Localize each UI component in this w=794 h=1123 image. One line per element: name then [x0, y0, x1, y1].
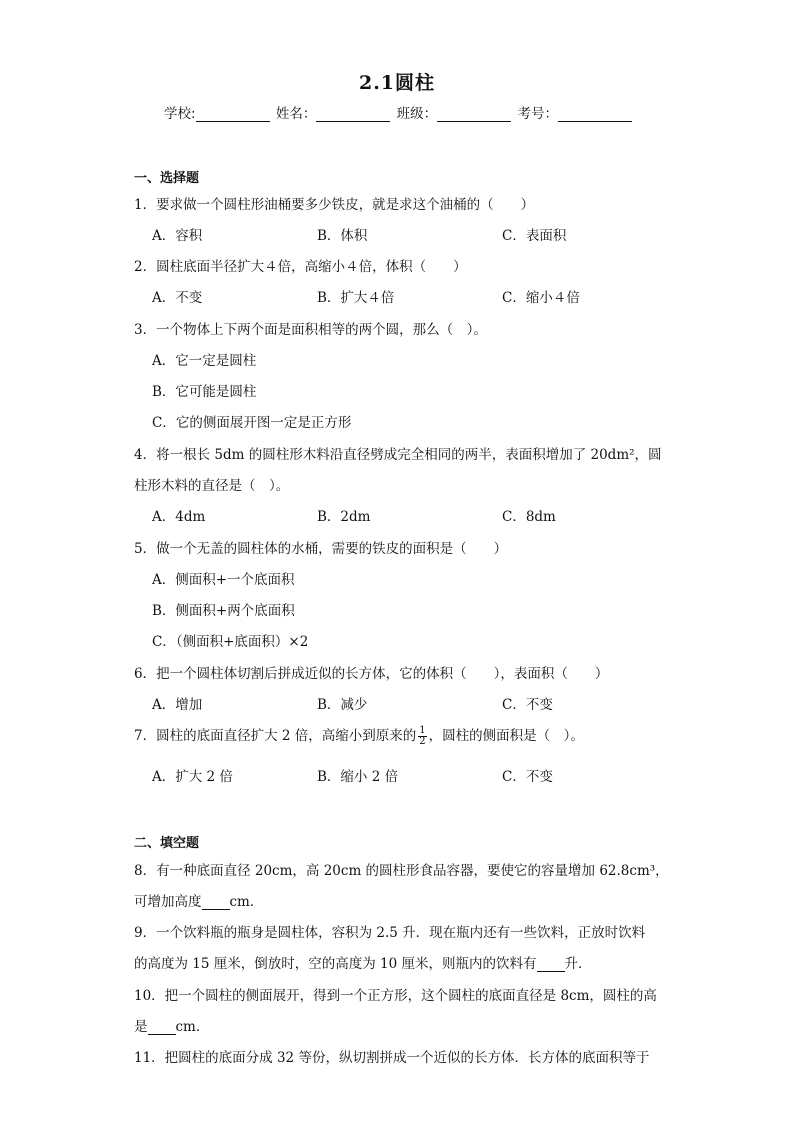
question-10-line-1: 10．把一个圆柱的侧面展开，得到一个正方形，这个圆柱的底面直径是 8cm，圆柱的高 — [134, 988, 657, 1004]
q8-answer-blank[interactable] — [202, 897, 230, 910]
question-11-line-1: 11．把圆柱的底面分成 32 等份，纵切割拼成一个近似的长方体．长方体的底面积等于 — [134, 1050, 650, 1066]
q9-text-a: 的高度为 15 厘米，倒放时，空的高度为 10 厘米，则瓶内的饮料有 — [134, 956, 537, 972]
school-label: 学校: — [164, 106, 196, 122]
class-label: 班级： — [396, 106, 438, 122]
question-3: 3．一个物体上下两个面是面积相等的两个圆，那么（ ）。 — [134, 322, 487, 338]
one-half-fraction — [418, 726, 426, 747]
q1-option-c: C．表面积 — [502, 228, 567, 244]
question-2: 2．圆柱底面半径扩大４倍，高缩小４倍，体积（ ） — [134, 259, 467, 275]
q3-option-b: B．它可能是圆柱 — [152, 384, 257, 400]
q6-option-a: A．增加 — [152, 697, 203, 713]
q1-option-b: B．体积 — [317, 228, 368, 244]
q8-text-b: cm． — [229, 894, 264, 910]
q2-option-a: A．不变 — [152, 290, 203, 306]
q9-answer-blank[interactable] — [537, 959, 565, 972]
q7-text-a: 7．圆柱的底面直径扩大 2 倍，高缩小到原来的 — [134, 728, 417, 744]
fraction-numerator: 1 — [419, 725, 426, 736]
q8-text-a: 可增加高度 — [134, 894, 202, 910]
question-9-line-1: 9．一个饮料瓶的瓶身是圆柱体，容积为 2.5 升．现在瓶内还有一些饮料，正放时饮料 — [134, 925, 646, 941]
q9-text-b: 升． — [564, 956, 592, 972]
q7-option-b: B．缩小 2 倍 — [317, 769, 399, 785]
school-blank[interactable] — [196, 107, 270, 122]
q3-option-c: C．它的侧面展开图一定是正方形 — [152, 415, 352, 431]
q1-option-a: A．容积 — [152, 228, 203, 244]
question-5: 5．做一个无盖的圆柱体的水桶，需要的铁皮的面积是（ ） — [134, 541, 508, 557]
q2-option-c: C．缩小４倍 — [502, 290, 580, 306]
section-heading-choice: 一、选择题 — [134, 171, 200, 186]
number-blank[interactable] — [558, 107, 632, 122]
q6-option-c: C．不变 — [502, 697, 553, 713]
q4-option-c: C．8dm — [502, 509, 556, 525]
class-blank[interactable] — [437, 107, 511, 122]
q5-option-a: A．侧面积+一个底面积 — [152, 572, 295, 588]
question-10-line-2 — [134, 1015, 664, 1035]
question-6: 6．把一个圆柱体切割后拼成近似的长方体，它的体积（ ），表面积（ ） — [134, 666, 609, 682]
q2-option-b: B．扩大４倍 — [317, 290, 395, 306]
q4-option-a: A．4dm — [152, 509, 206, 525]
fraction-denominator: 2 — [419, 736, 426, 747]
question-8-line-1: 8．有一种底面直径 20cm，高 20cm 的圆柱形食品容器，要使它的容量增加 62.8cm³， — [134, 863, 669, 879]
q7-option-a: A．扩大 2 倍 — [152, 769, 233, 785]
q10-text-b: cm． — [175, 1019, 210, 1035]
q5-option-c: C．（侧面积+底面积）×2 — [152, 634, 309, 650]
name-label: 姓名： — [275, 106, 317, 122]
question-7 — [134, 724, 664, 747]
q5-option-b: B．侧面积+两个底面积 — [152, 603, 295, 619]
q6-option-b: B．减少 — [317, 697, 368, 713]
q7-option-c: C．不变 — [502, 769, 553, 785]
q7-text-b: ，圆柱的侧面积是（ ）。 — [428, 728, 584, 744]
number-label: 考号： — [517, 106, 558, 122]
question-4-line-1: 4．将一根长 5dm 的圆柱形木料沿直径劈成完全相同的两半，表面积增加了 20dm²，圆 — [134, 447, 662, 463]
q4-option-b: B．2dm — [317, 509, 371, 525]
section-heading-fill: 二、填空题 — [134, 836, 200, 851]
student-info-line — [164, 102, 634, 122]
question-4-line-2: 柱形木料的直径是（ ）。 — [134, 478, 290, 494]
name-blank[interactable] — [316, 107, 390, 122]
q10-answer-blank[interactable] — [148, 1022, 176, 1035]
question-1: 1．要求做一个圆柱形油桶要多少铁皮，就是求这个油桶的（ ） — [134, 197, 535, 213]
q10-text-a: 是 — [134, 1019, 148, 1035]
q3-option-a: A．它一定是圆柱 — [152, 353, 257, 369]
page-title: 2.1圆柱 — [358, 72, 436, 94]
question-8-line-2 — [134, 890, 664, 910]
question-9-line-2 — [134, 952, 664, 972]
